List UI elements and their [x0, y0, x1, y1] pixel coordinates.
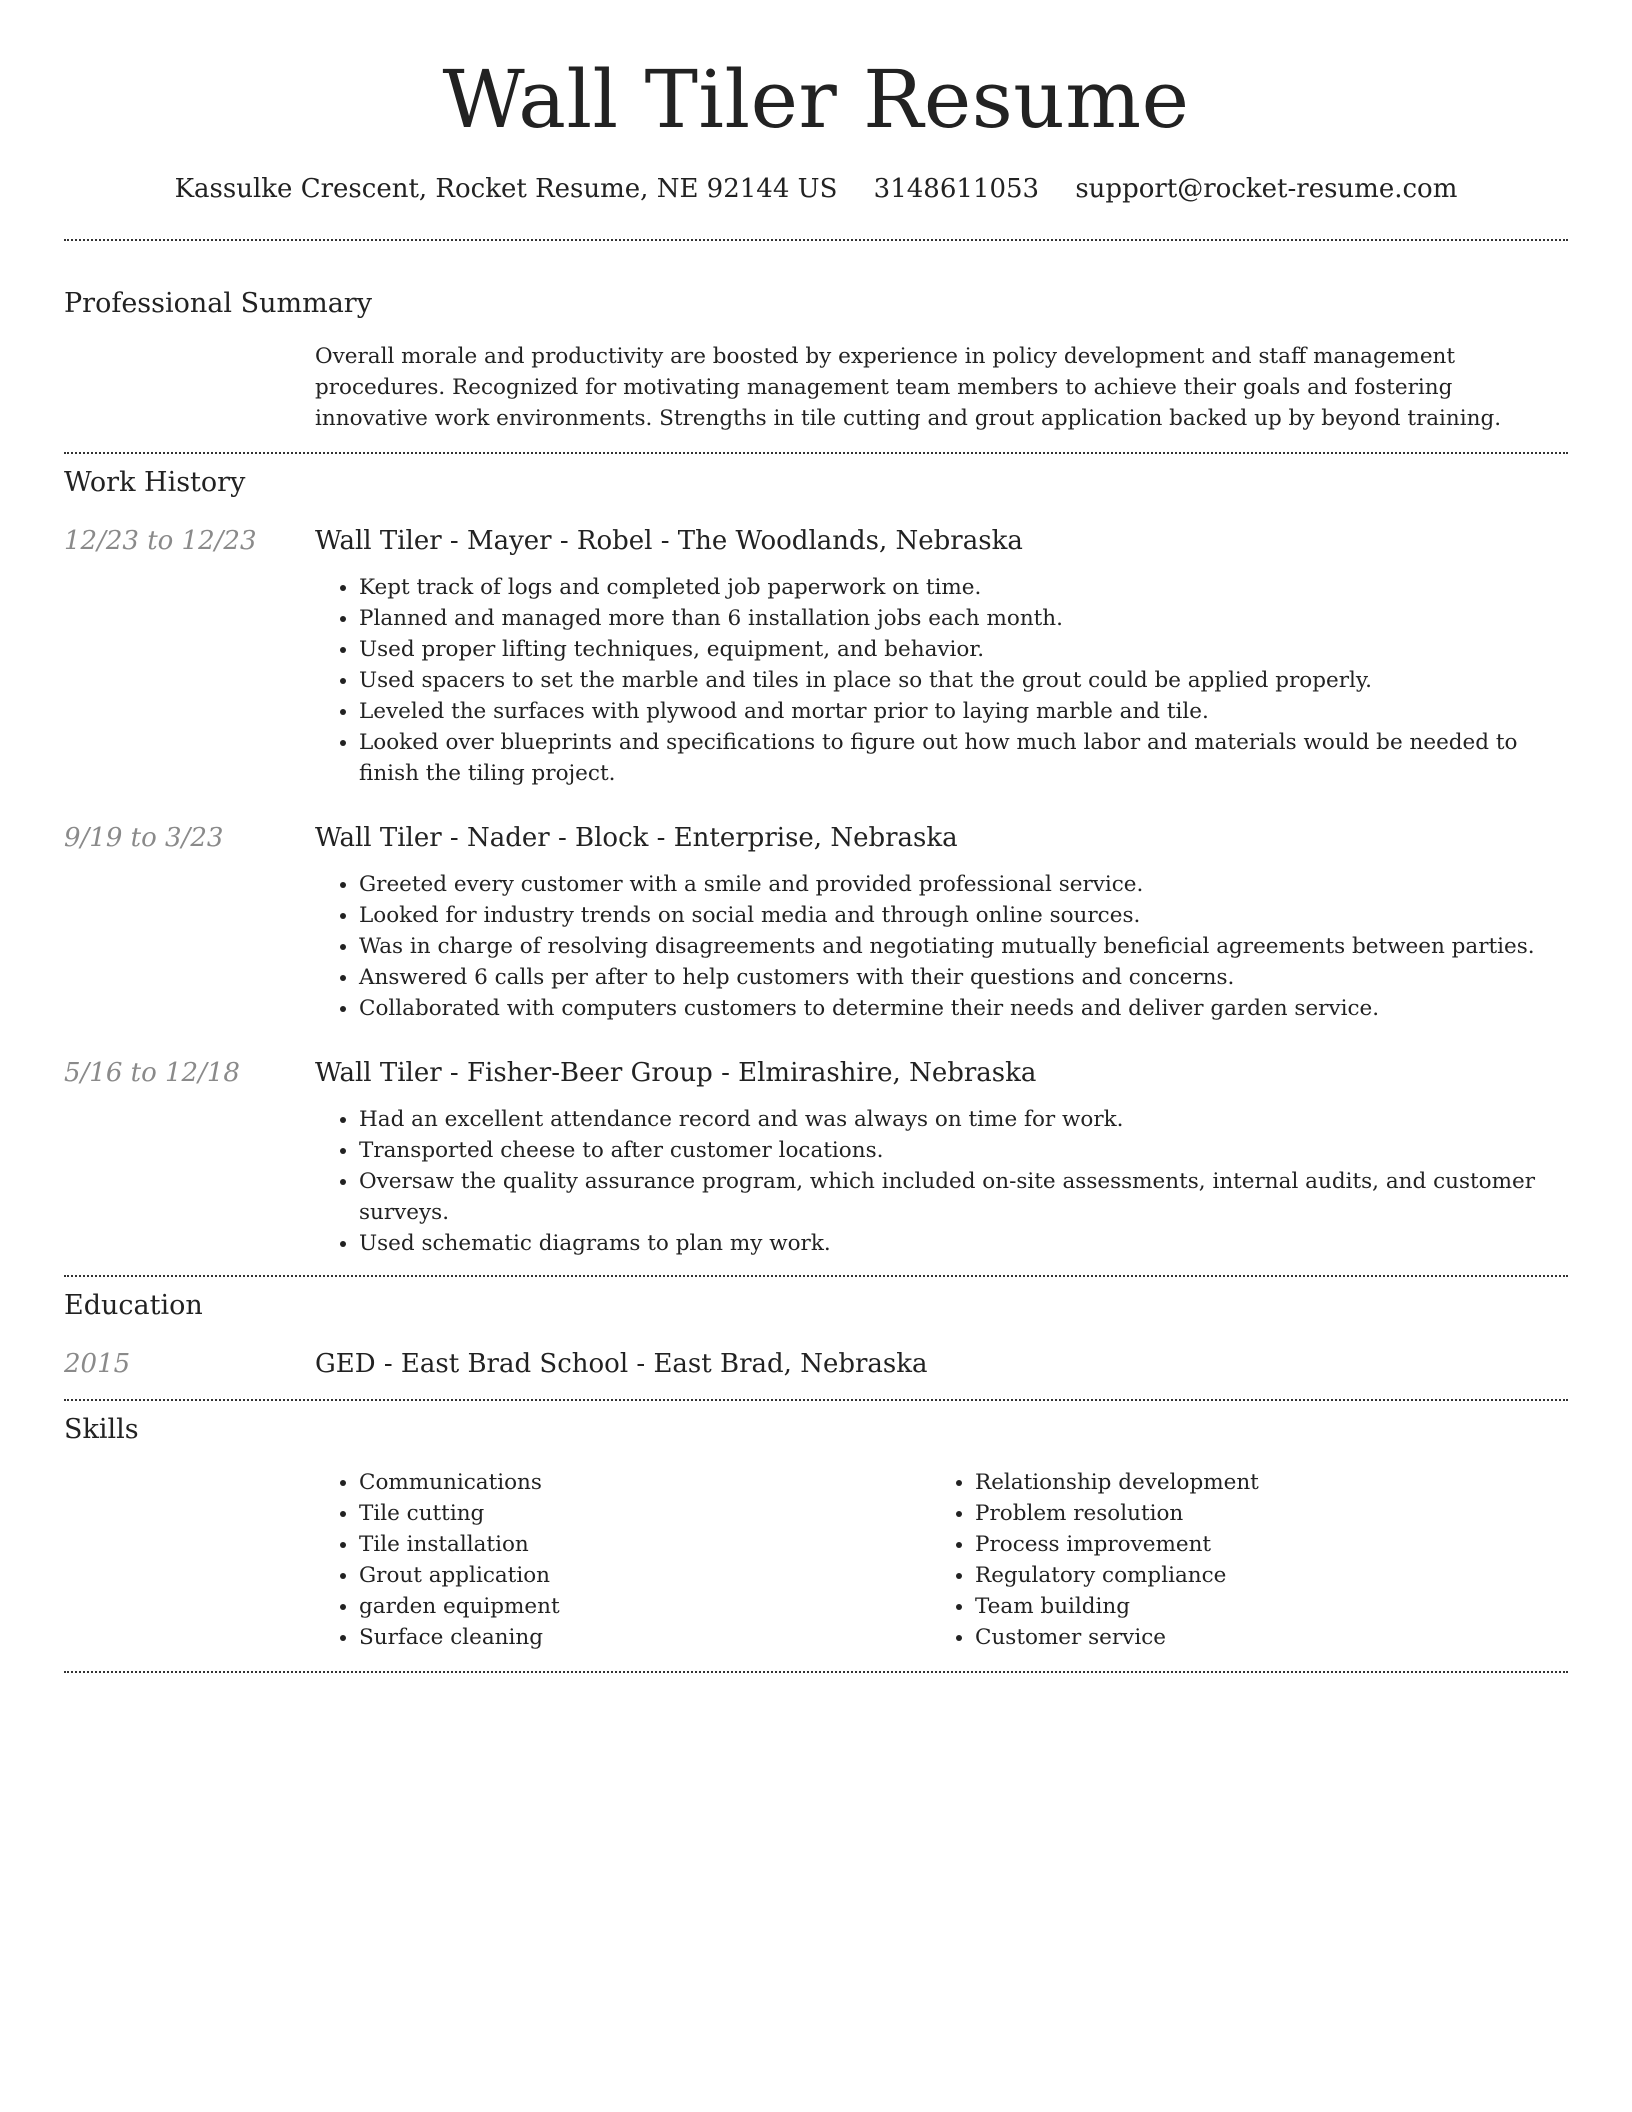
- job-bullet: • Kept track of logs and completed job paperwork on time.: [359, 572, 1568, 603]
- job-bullet: • Collaborated with computers customers to determine their needs and deliver garden service.: [359, 993, 1568, 1024]
- job-bullets: [315, 869, 1568, 1024]
- work-history-section: [64, 466, 1568, 1259]
- skills-list-left: [315, 1467, 931, 1653]
- job-bullet: • Greeted every customer with a smile and provided professional service.: [359, 869, 1568, 900]
- skill-item: • Team building: [975, 1591, 1547, 1622]
- skill-item: • Regulatory compliance: [975, 1560, 1547, 1591]
- skill-item: • Surface cleaning: [359, 1622, 931, 1653]
- job-title: Wall Tiler - Mayer - Robel - The Woodlands, Nebraska: [315, 526, 1023, 556]
- job-dates: 12/23 to 12/23: [64, 526, 257, 556]
- work-history-divider: [64, 1275, 1568, 1277]
- skill-item: • garden equipment: [359, 1591, 931, 1622]
- summary-heading: Professional Summary: [64, 288, 372, 319]
- job-bullet: • Looked for industry trends on social media and through online sources.: [359, 900, 1568, 931]
- skills-column-left: [315, 1467, 931, 1653]
- education-heading: Education: [64, 1290, 203, 1321]
- summary-text: Overall morale and productivity are boosted by experience in policy development and staff management procedures. Recognized for motivating management team members to achieve their goals and fostering innovative work environments. Strengths in tile cutting and grout application backed up by beyond training.: [315, 344, 1502, 431]
- skills-section: [64, 1413, 1568, 1653]
- education-entry: [64, 1347, 1568, 1381]
- summary-divider: [64, 452, 1568, 454]
- resume-title: Wall Tiler Resume: [442, 53, 1190, 146]
- contact-email: support@rocket-resume.com: [1075, 174, 1458, 204]
- job-entry: [64, 1056, 1568, 1259]
- skill-item: • Process improvement: [975, 1529, 1547, 1560]
- summary-section: [64, 287, 1568, 434]
- job-bullet: • Planned and managed more than 6 installation jobs each month.: [359, 603, 1568, 634]
- work-history-heading: Work History: [64, 467, 246, 498]
- education-divider: [64, 1399, 1568, 1401]
- skills-columns: [315, 1467, 1568, 1653]
- job-bullet: • Transported cheese to after customer locations.: [359, 1135, 1568, 1166]
- job-dates: 5/16 to 12/18: [64, 1058, 240, 1088]
- job-bullets: [315, 1104, 1568, 1259]
- contact-line: [64, 172, 1568, 206]
- contact-address: Kassulke Crescent, Rocket Resume, NE 92144 US: [174, 174, 838, 204]
- skill-item: • Relationship development: [975, 1467, 1547, 1498]
- job-bullets: [315, 572, 1568, 789]
- skills-divider: [64, 1671, 1568, 1673]
- job-title: Wall Tiler - Nader - Block - Enterprise, Nebraska: [315, 823, 958, 853]
- job-bullet: • Answered 6 calls per after to help customers with their questions and concerns.: [359, 962, 1568, 993]
- job-content: [315, 1056, 1568, 1259]
- header-divider: [64, 239, 1568, 241]
- skill-item: • Tile cutting: [359, 1498, 931, 1529]
- education-section: [64, 1289, 1568, 1381]
- job-content: [315, 524, 1568, 789]
- skills-heading: Skills: [64, 1414, 139, 1445]
- job-bullet: • Leveled the surfaces with plywood and mortar prior to laying marble and tile.: [359, 696, 1568, 727]
- skills-list-right: [931, 1467, 1547, 1653]
- contact-phone: 3148611053: [873, 174, 1040, 204]
- skills-column-right: [931, 1467, 1547, 1653]
- job-bullet: • Had an excellent attendance record and was always on time for work.: [359, 1104, 1568, 1135]
- job-entry: [64, 821, 1568, 1024]
- job-dates: 9/19 to 3/23: [64, 823, 224, 853]
- skill-item: • Communications: [359, 1467, 931, 1498]
- education-title: GED - East Brad School - East Brad, Nebraska: [315, 1349, 928, 1379]
- job-bullet: • Was in charge of resolving disagreements and negotiating mutually beneficial agreements between parties.: [359, 931, 1568, 962]
- job-title: Wall Tiler - Fisher-Beer Group - Elmirashire, Nebraska: [315, 1058, 1037, 1088]
- job-entry: [64, 524, 1568, 789]
- job-content: [315, 821, 1568, 1024]
- skill-item: • Problem resolution: [975, 1498, 1547, 1529]
- skill-item: • Grout application: [359, 1560, 931, 1591]
- job-bullet: • Used spacers to set the marble and tiles in place so that the grout could be applied properly.: [359, 665, 1568, 696]
- job-bullet: • Oversaw the quality assurance program, which included on-site assessments, internal audits, and customer surveys.: [359, 1166, 1568, 1228]
- education-dates: 2015: [64, 1349, 131, 1379]
- skill-item: • Tile installation: [359, 1529, 931, 1560]
- education-content: [315, 1347, 1568, 1381]
- job-bullet: • Used schematic diagrams to plan my work.: [359, 1228, 1568, 1259]
- job-bullet: • Used proper lifting techniques, equipment, and behavior.: [359, 634, 1568, 665]
- skill-item: • Customer service: [975, 1622, 1547, 1653]
- job-bullet: • Looked over blueprints and specifications to figure out how much labor and materials would be needed to finish the tiling project.: [359, 727, 1568, 789]
